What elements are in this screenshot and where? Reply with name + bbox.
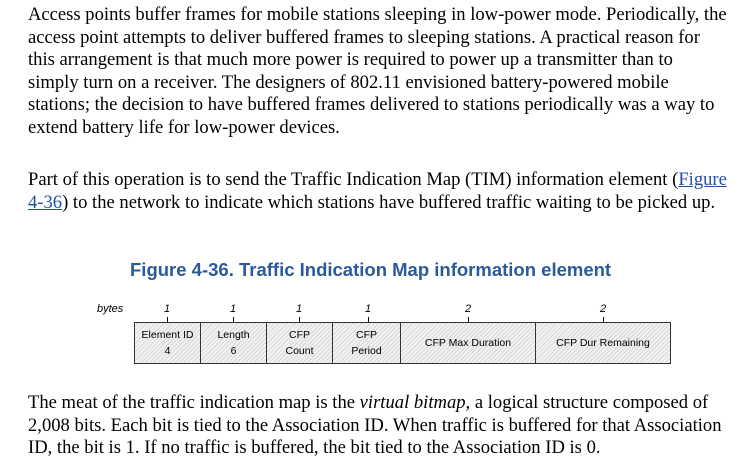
field-cfp-max-duration xyxy=(400,322,536,364)
field-cfp-count-line2: Count xyxy=(285,345,314,357)
field-size-cfp-max-duration: 2 xyxy=(464,303,472,315)
field-length-value: 6 xyxy=(230,345,237,357)
paragraph-bitmap-text-before: The meat of the traffic indication map is the xyxy=(28,392,360,413)
field-cfp-dur-remaining xyxy=(535,322,671,364)
field-size-cfp-dur-remaining: 2 xyxy=(599,303,607,315)
field-element-id-value: 4 xyxy=(164,345,171,357)
field-cfp-dur-remaining-name: CFP Dur Remaining xyxy=(556,337,650,349)
paragraph-power-saving: Access points buffer frames for mobile stations sleeping in low-power mode. Periodically, the access point attempts to deliver buffered frames to sleeping stations. A practical reason for this arrangement is that much more power is required to power up a transmitter than to simply turn on a receiver. The designers of 802.11 envisioned battery-powered mobile stations; the decision to have buffered frames delivered to stations periodically was a way to extend battery life for low-power devices. xyxy=(28,4,727,138)
field-size-cfp-period: 1 xyxy=(364,303,372,315)
virtual-bitmap-term: virtual bitmap xyxy=(359,392,466,413)
paragraph-bitmap-text-after: , a logical structure composed of 2,008 bits. Each bit is tied to the Association ID. When traffic is buffered for that Association ID, the bit is 1. If no traffic is buffered, the bit tied to the Association ID is 0. xyxy=(28,392,722,458)
field-length xyxy=(200,322,267,364)
field-element-id-name: Element ID xyxy=(141,329,194,341)
field-cfp-period xyxy=(332,322,401,364)
figure-4-36-link[interactable]: Figure 4-36 xyxy=(28,169,727,213)
field-size-cfp-count: 1 xyxy=(295,303,303,315)
field-cfp-max-duration-name: CFP Max Duration xyxy=(424,337,512,349)
field-size-element-id: 1 xyxy=(163,303,171,315)
field-cfp-period-line1: CFP xyxy=(356,329,377,341)
field-cfp-period-line2: Period xyxy=(351,345,382,357)
paragraph-tim-intro xyxy=(28,169,728,214)
figure-title: Figure 4-36. Traffic Indication Map information element xyxy=(130,259,612,280)
paragraph-virtual-bitmap xyxy=(28,392,728,460)
bytes-label: bytes xyxy=(97,303,124,315)
field-cfp-count xyxy=(266,322,333,364)
field-size-length: 1 xyxy=(229,303,237,315)
paragraph-tim-text-after: ) to the network to indicate which stations have buffered traffic waiting to be picked up. xyxy=(62,191,716,213)
field-element-id xyxy=(134,322,201,364)
field-cfp-count-line1: CFP xyxy=(289,329,310,341)
field-length-name: Length xyxy=(217,329,250,341)
paragraph-tim-text-before: Part of this operation is to send the Traffic Indication Map (TIM) information element ( xyxy=(28,169,679,190)
